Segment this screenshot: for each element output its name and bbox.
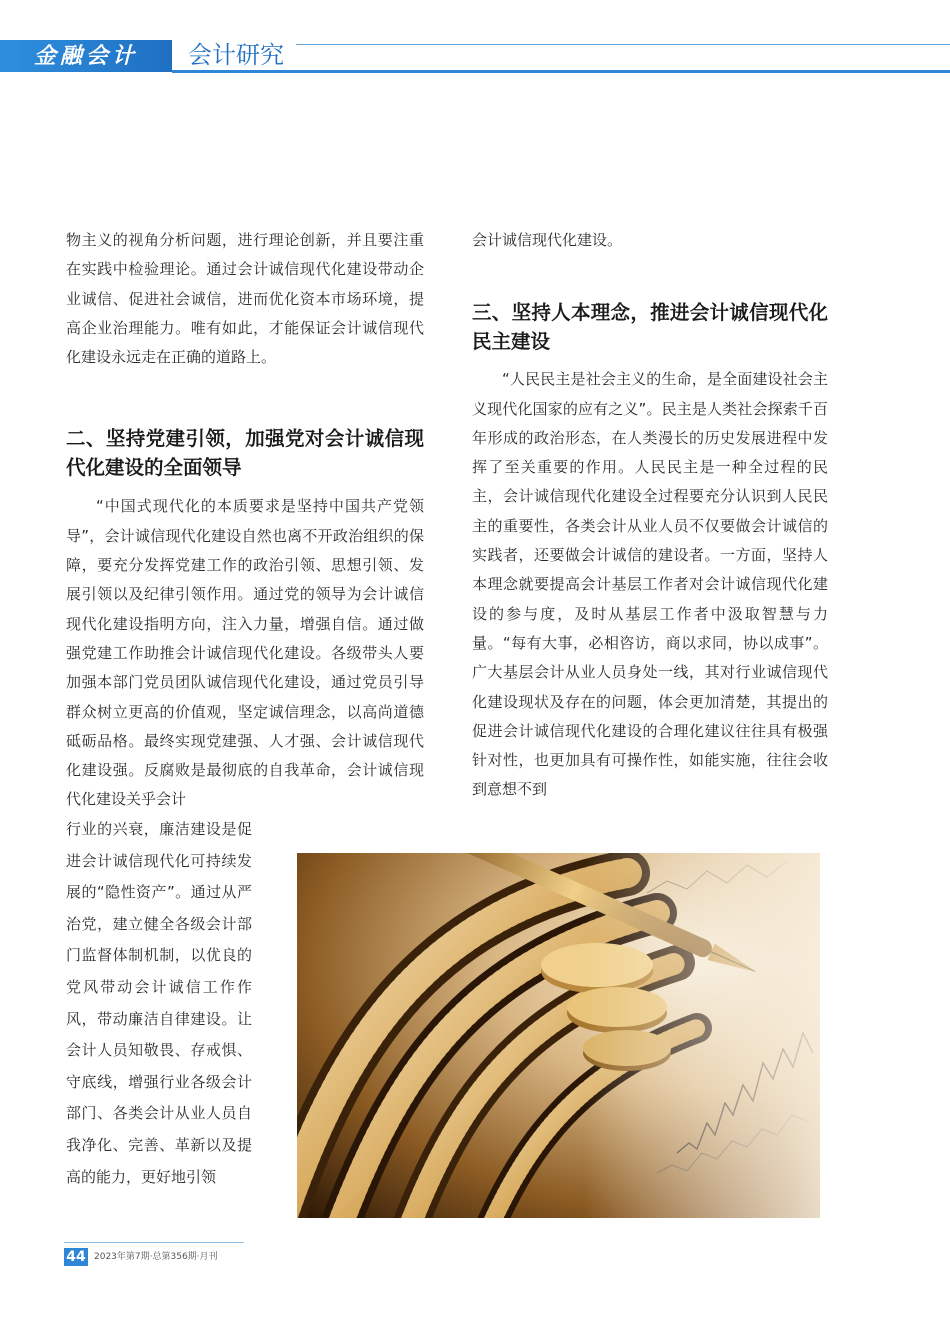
finance-photo-icon	[297, 853, 820, 1218]
left-paragraph-2: “中国式现代化的本质要求是坚持中国共产党领导”，会计诚信现代化建设自然也离不开政治组织的保障，要充分发挥党建工作的政治引领、思想引领、发展引领以及纪律引领作用。通过党的领导为会计诚信现代化建设指明方向，注入力量，增强自信。通过做强党建工作助推会计诚信现代化建设。各级带头人要加强本部门党员团队诚信现代化建设，通过党员引导群众树立更高的价值观，坚定诚信理念，以高尚道德砥砺品格。最终实现党建强、人才强、会计诚信现代化建设强。反腐败是最彻底的自我革命，会计诚信现代化建设关乎会计	[66, 497, 424, 809]
journal-name-banner: 金融会计	[0, 40, 172, 72]
page-footer	[64, 1246, 244, 1270]
section-heading-3: 三、坚持人本理念，推进会计诚信现代化民主建设	[472, 301, 828, 354]
header-rule-bottom	[172, 70, 950, 73]
section-title: 会计研究	[188, 41, 284, 69]
left-paragraph-2-continued: 行业的兴衰，廉洁建设是促进会计诚信现代化可持续发展的“隐性资产”。通过从严治党，建立健全各级会计部门监督体制机制，以优良的党风带动会计诚信工作作风，带动廉洁自律建设。让会计人员知敬畏、存戒惧、守底线，增强行业各级会计部门、各类会计从业人员自我净化、完善、革新以及提高的能力，更好地引领	[66, 820, 252, 1186]
issue-info: 2023年第7期·总第356期·月刊	[94, 1252, 218, 1262]
page-header	[0, 0, 950, 80]
right-paragraph-1: 会计诚信现代化建设。	[472, 231, 623, 249]
right-paragraph-2: “人民民主是社会主义的生命，是全面建设社会主义现代化国家的应有之义”。民主是人类社会探索千百年形成的政治形态，在人类漫长的历史发展进程中发挥了至关重要的作用。人民民主是一种全过程的民主，会计诚信现代化建设全过程要充分认识到人民民主的重要性，各类会计从业人员不仅要做会计诚信的实践者，还要做会计诚信的建设者。一方面，坚持人本理念就要提高会计基层工作者对会计诚信现代化建设的参与度，及时从基层工作者中汲取智慧与力量。“每有大事，必相咨访，商以求同，协以成事”。广大基层会计从业人员身处一线，其对行业诚信现代化建设现状及存在的问题，体会更加清楚，其提出的促进会计诚信现代化建设的合理化建议往往具有极强针对性，也更加具有可操作性，如能实施，往往会收到意想不到	[472, 370, 828, 799]
left-column	[66, 226, 424, 815]
footer-rule	[64, 1242, 244, 1243]
left-paragraph-1: 物主义的视角分析问题，进行理论创新，并且要注重在实践中检验理论。通过会计诚信现代化建设带动企业诚信、促进社会诚信，进而优化资本市场环境，提高企业治理能力。唯有如此，才能保证会计诚信现代化建设永远走在正确的道路上。	[66, 231, 424, 367]
section-heading-2: 二、坚持党建引领，加强党对会计诚信现代化建设的全面领导	[66, 427, 424, 480]
header-rule-top	[296, 44, 950, 45]
finance-photo	[297, 853, 820, 1218]
page-number: 44	[64, 1248, 88, 1266]
right-column	[472, 226, 828, 805]
